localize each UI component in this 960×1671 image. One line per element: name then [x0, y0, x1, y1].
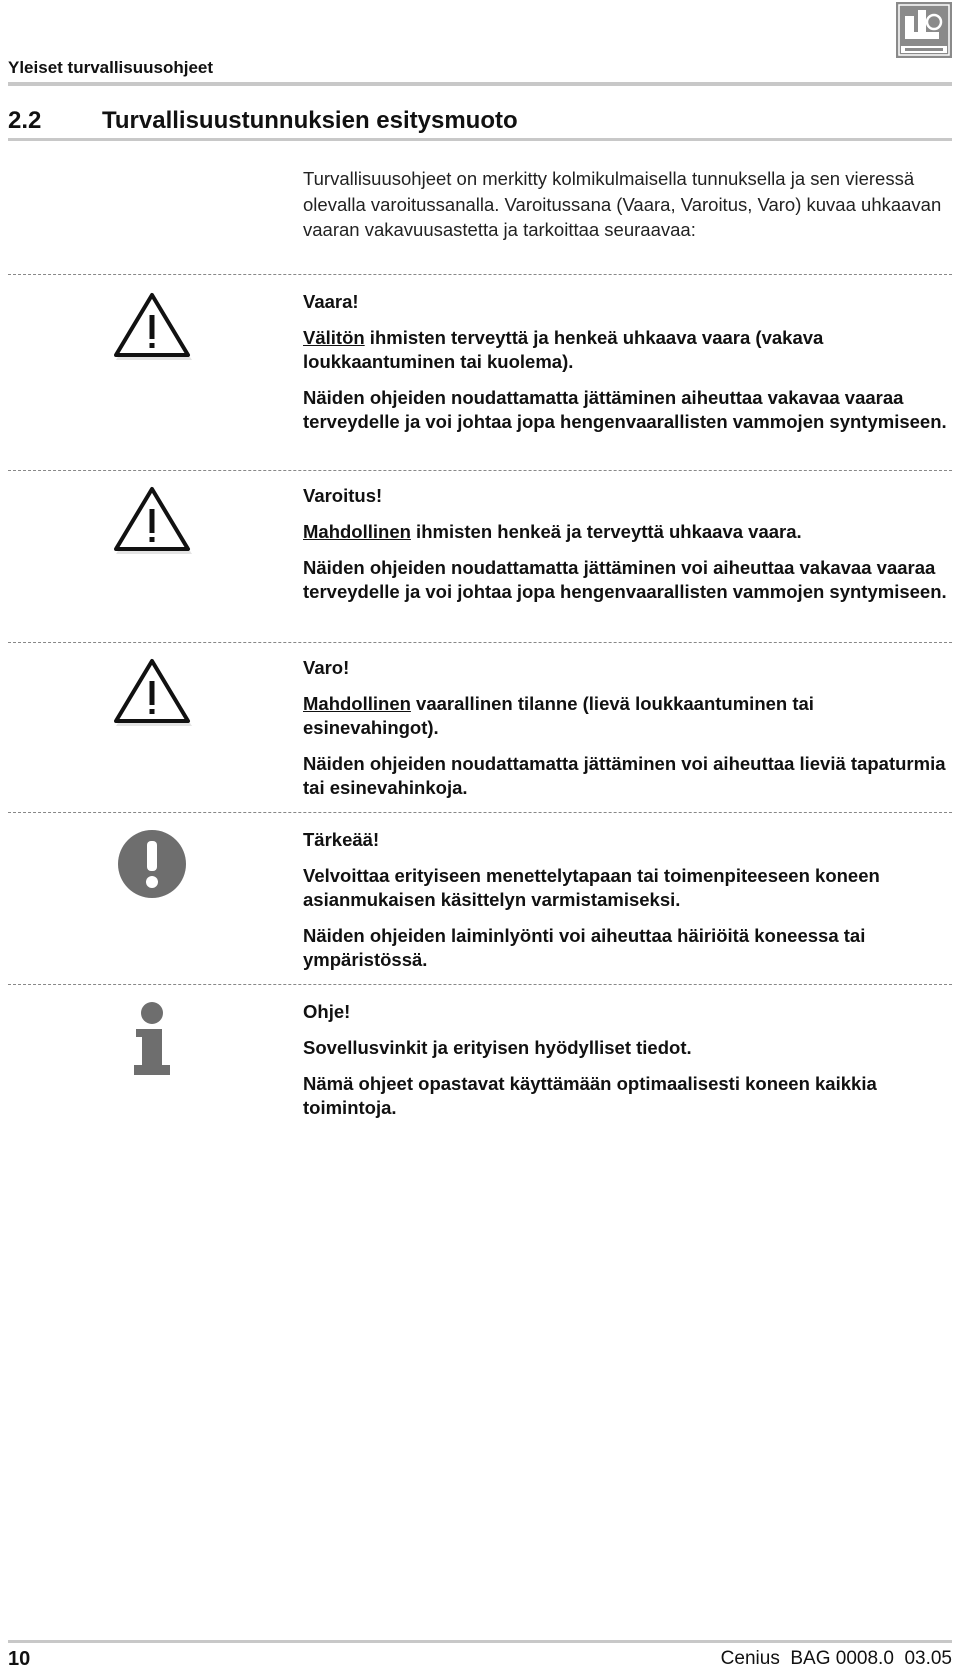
note-text: Sovellusvinkit ja erityisen hyödylliset tiedot.	[303, 1037, 692, 1058]
warning-triangle-icon	[110, 289, 194, 361]
header-divider	[8, 82, 952, 86]
signal-word: Varoitus!	[303, 485, 383, 506]
hazard-description	[303, 520, 953, 544]
exclamation-circle-icon	[116, 828, 188, 900]
hazard-lead-word: Mahdollinen	[303, 521, 411, 542]
separator	[8, 984, 952, 985]
notice-description	[303, 864, 953, 912]
signal-word: Vaara!	[303, 291, 359, 312]
document-reference: Cenius BAG 0008.0 03.05	[720, 1648, 952, 1669]
signal-word: Tärkeää!	[303, 829, 380, 850]
consequence-text: Näiden ohjeiden noudattamatta jättäminen voi aiheuttaa lieviä tapaturmia tai esinevahinkoja.	[303, 753, 946, 798]
footer-divider	[8, 1640, 952, 1643]
notice-text: Velvoittaa erityiseen menettelytapaan tai toimenpiteeseen koneen asianmukaisen käsittelyn varmistamiseksi.	[303, 865, 880, 910]
consequence-text: Näiden ohjeiden noudattamatta jättäminen aiheuttaa vakavaa vaaraa terveydelle ja voi johtaa jopa hengenvaarallisten vammojen syntymiseen.	[303, 387, 947, 432]
warning-triangle-icon	[110, 483, 194, 555]
note-detail-text: Nämä ohjeet opastavat käyttämään optimaalisesti koneen kaikkia toimintoja.	[303, 1073, 877, 1118]
hazard-text: ihmisten henkeä ja terveyttä uhkaava vaara.	[410, 521, 802, 542]
hazard-text: vaarallinen tilanne (lievä loukkaantuminen tai esinevahingot).	[303, 693, 814, 738]
separator	[8, 274, 952, 275]
safety-block-warning	[303, 484, 953, 604]
safety-block-note	[303, 1000, 953, 1120]
safety-block-important	[303, 828, 953, 972]
separator	[8, 812, 952, 813]
amazone-logo	[896, 2, 952, 58]
separator	[8, 642, 952, 643]
separator	[8, 470, 952, 471]
note-description	[303, 1036, 953, 1060]
signal-word: Ohje!	[303, 1001, 351, 1022]
section-divider	[8, 138, 952, 141]
signal-word: Varo!	[303, 657, 350, 678]
consequence-text: Näiden ohjeiden noudattamatta jättäminen voi aiheuttaa vakavaa vaaraa terveydelle ja voi johtaa jopa hengenvaarallisten vammojen syntymiseen.	[303, 557, 947, 602]
section-number: 2.2	[8, 107, 42, 134]
warning-triangle-icon	[110, 655, 194, 727]
hazard-description	[303, 326, 953, 374]
intro-paragraph: Turvallisuusohjeet on merkitty kolmikulmaisella tunnuksella ja sen vieressä olevalla varoitussanalla. Varoitussana (Vaara, Varoitus, Varo) kuvaa uhkaavan vaaran vakavuusastetta ja tarkoittaa seuraavaa:	[303, 168, 942, 240]
safety-block-danger	[303, 290, 953, 434]
hazard-lead-word: Välitön	[303, 327, 365, 348]
section-title: Turvallisuustunnuksien esitysmuoto	[102, 107, 518, 134]
hazard-lead-word: Mahdollinen	[303, 693, 411, 714]
hazard-description	[303, 692, 953, 740]
consequence-text: Näiden ohjeiden laiminlyönti voi aiheuttaa häiriöitä koneessa tai ympäristössä.	[303, 925, 866, 970]
hazard-text: ihmisten terveyttä ja henkeä uhkaava vaara (vakava loukkaantuminen tai kuolema).	[303, 327, 824, 372]
page-number: 10	[8, 1648, 31, 1670]
info-icon	[130, 1002, 174, 1076]
running-header-title: Yleiset turvallisuusohjeet	[8, 58, 214, 77]
safety-block-caution	[303, 656, 953, 800]
